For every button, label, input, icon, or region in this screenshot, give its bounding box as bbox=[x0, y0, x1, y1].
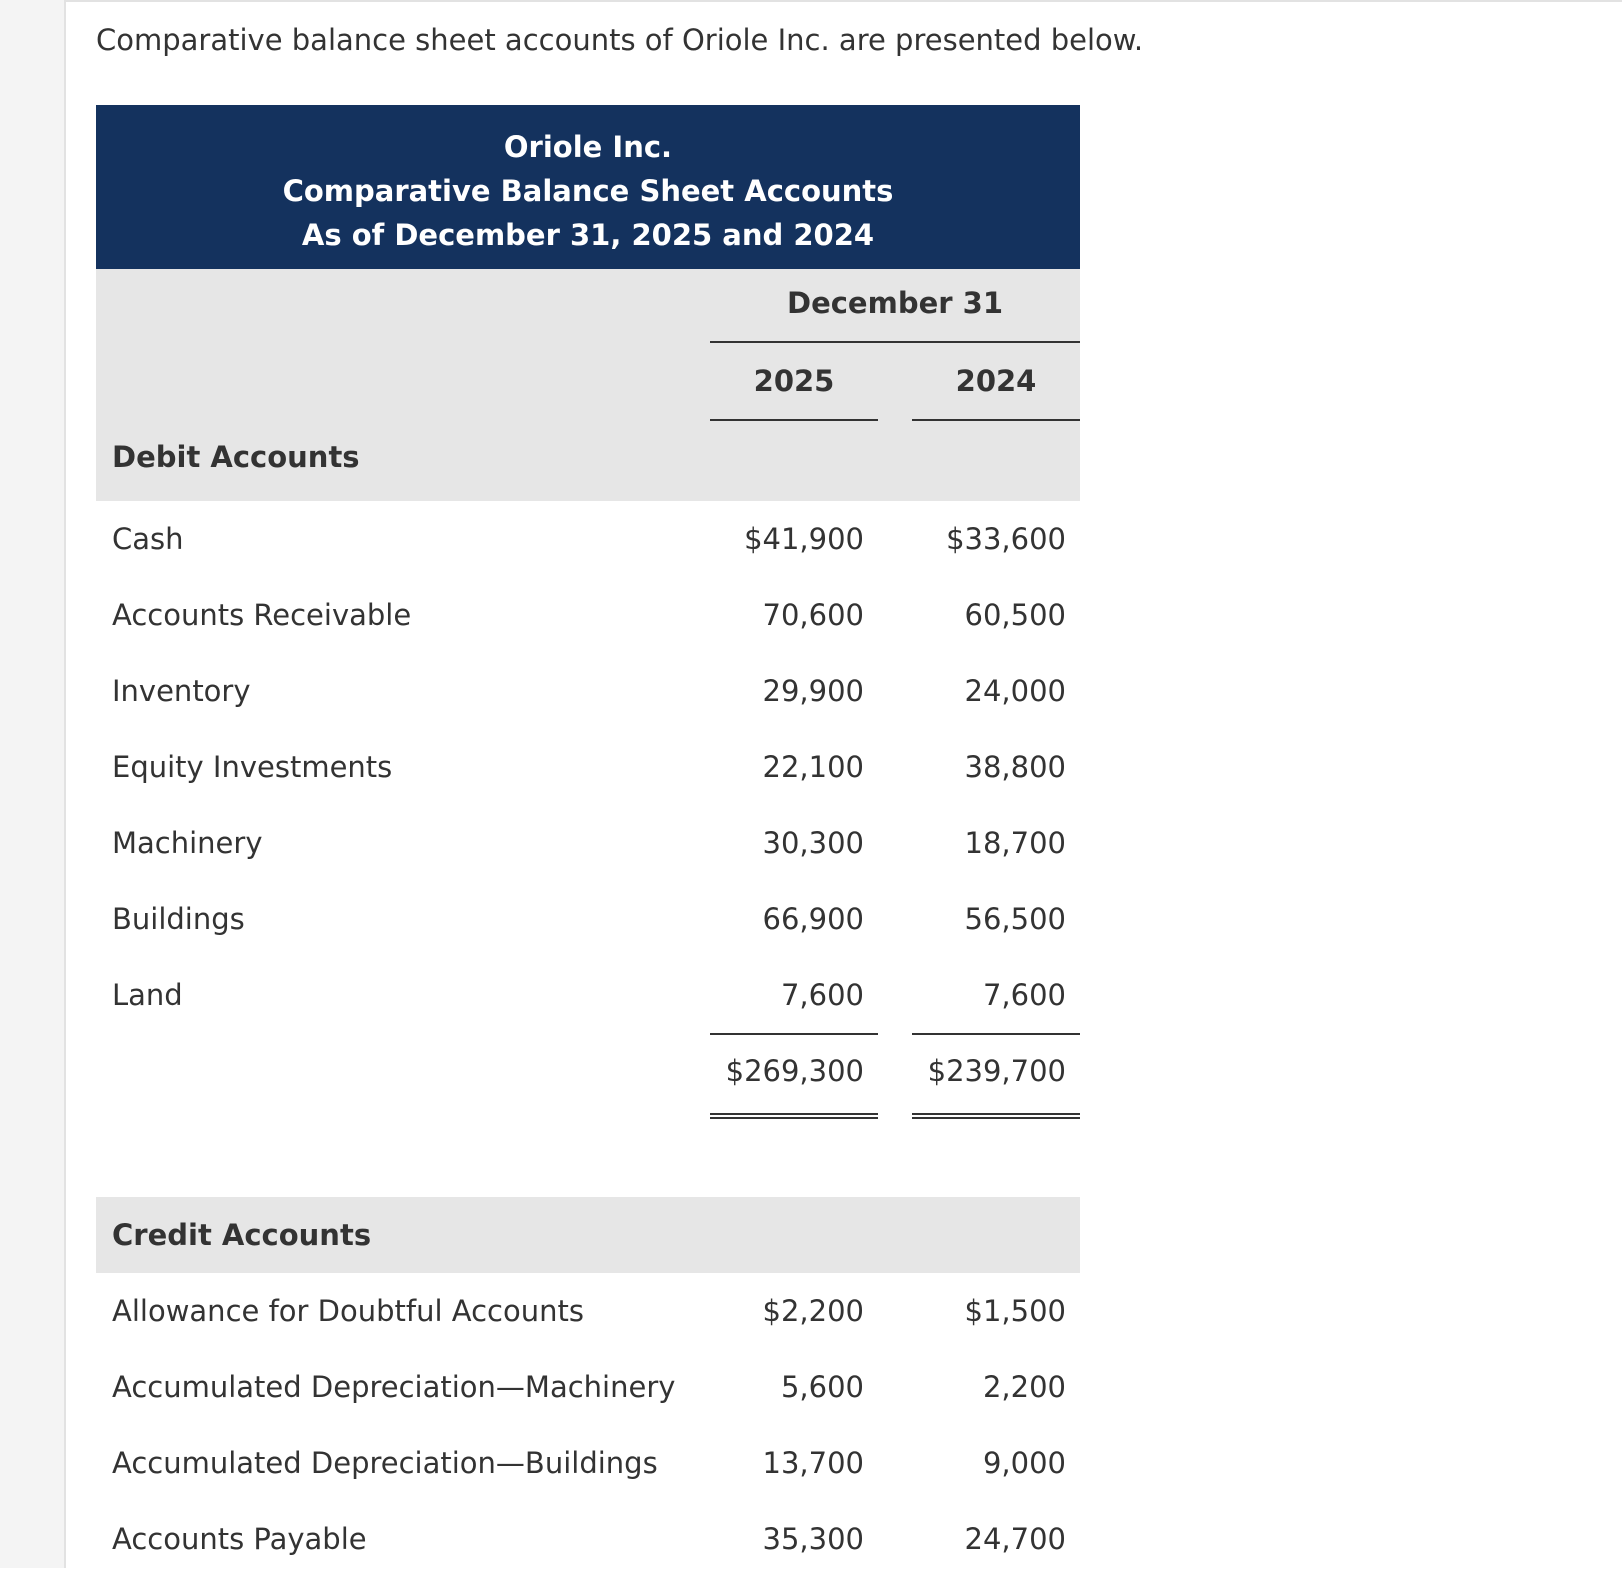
amount-2024: $1,500 bbox=[964, 1294, 1066, 1328]
table-row bbox=[96, 501, 1080, 577]
credit-section-header bbox=[96, 1197, 1080, 1273]
company-name: Oriole Inc. bbox=[503, 130, 673, 164]
amount-2024: 24,000 bbox=[964, 674, 1066, 708]
total-2024-double-underline bbox=[912, 1113, 1080, 1119]
amount-2024: 38,800 bbox=[964, 750, 1066, 784]
amount-2024: 7,600 bbox=[982, 978, 1066, 1012]
account-name: Accumulated Depreciation—Machinery bbox=[112, 1370, 676, 1404]
amount-2024: 24,700 bbox=[964, 1522, 1066, 1556]
total-2024-top-rule bbox=[912, 1033, 1080, 1035]
account-name: Cash bbox=[112, 522, 184, 556]
account-name: Inventory bbox=[112, 674, 251, 708]
credit-section-label: Credit Accounts bbox=[112, 1218, 372, 1252]
account-name: Accounts Receivable bbox=[112, 598, 412, 632]
amount-2025: 66,900 bbox=[762, 902, 864, 936]
amount-2024: 18,700 bbox=[964, 826, 1066, 860]
amount-2025: $2,200 bbox=[762, 1294, 864, 1328]
table-row bbox=[96, 653, 1080, 729]
table-row bbox=[96, 1501, 1080, 1577]
table-row bbox=[96, 805, 1080, 881]
amount-2024: 9,000 bbox=[982, 1446, 1066, 1480]
amount-2025: 13,700 bbox=[762, 1446, 864, 1480]
amount-2024: 56,500 bbox=[964, 902, 1066, 936]
debit-total-row bbox=[96, 1033, 1080, 1123]
amount-2025: 70,600 bbox=[762, 598, 864, 632]
debit-section-label: Debit Accounts bbox=[112, 440, 360, 474]
amount-2025: 35,300 bbox=[762, 1522, 864, 1556]
total-2025-double-underline bbox=[710, 1113, 878, 1119]
year-2024-underline bbox=[912, 419, 1080, 421]
account-name: Land bbox=[112, 978, 183, 1012]
amount-2025: 5,600 bbox=[780, 1370, 864, 1404]
statement-title-block bbox=[96, 105, 1080, 269]
account-name: Buildings bbox=[112, 902, 245, 936]
intro-text: Comparative balance sheet accounts of Oriole Inc. are presented below. bbox=[96, 23, 1144, 57]
account-name: Accumulated Depreciation—Buildings bbox=[112, 1446, 658, 1480]
statement-title: Comparative Balance Sheet Accounts bbox=[282, 174, 894, 208]
account-name: Accounts Payable bbox=[112, 1522, 367, 1556]
amount-2024: 60,500 bbox=[964, 598, 1066, 632]
amount-2025: 29,900 bbox=[762, 674, 864, 708]
column-group-header: December 31 bbox=[787, 286, 1003, 320]
amount-2025: 7,600 bbox=[780, 978, 864, 1012]
column-header-block bbox=[96, 269, 1080, 501]
account-name: Allowance for Doubtful Accounts bbox=[112, 1294, 584, 1328]
top-divider bbox=[64, 0, 1622, 2]
debit-total-2025: $269,300 bbox=[725, 1054, 864, 1088]
amount-2025: 22,100 bbox=[762, 750, 864, 784]
table-row bbox=[96, 1425, 1080, 1501]
year-2025-underline bbox=[710, 419, 878, 421]
year-header-2024: 2024 bbox=[955, 364, 1037, 398]
left-margin-rail bbox=[0, 0, 66, 1568]
debit-total-2024: $239,700 bbox=[927, 1054, 1066, 1088]
account-name: Machinery bbox=[112, 826, 263, 860]
table-row bbox=[96, 957, 1080, 1033]
year-header-2025: 2025 bbox=[753, 364, 835, 398]
amount-2025: $41,900 bbox=[744, 522, 864, 556]
amount-2024: $33,600 bbox=[946, 522, 1066, 556]
statement-period: As of December 31, 2025 and 2024 bbox=[301, 218, 875, 252]
table-row bbox=[96, 729, 1080, 805]
section-spacer bbox=[96, 1123, 1080, 1197]
table-row bbox=[96, 881, 1080, 957]
column-group-underline bbox=[710, 341, 1080, 343]
table-row bbox=[96, 1349, 1080, 1425]
balance-sheet-table bbox=[96, 105, 1080, 1577]
amount-2025: 30,300 bbox=[762, 826, 864, 860]
table-row bbox=[96, 1273, 1080, 1349]
amount-2024: 2,200 bbox=[982, 1370, 1066, 1404]
table-row bbox=[96, 577, 1080, 653]
account-name: Equity Investments bbox=[112, 750, 393, 784]
total-2025-top-rule bbox=[710, 1033, 878, 1035]
